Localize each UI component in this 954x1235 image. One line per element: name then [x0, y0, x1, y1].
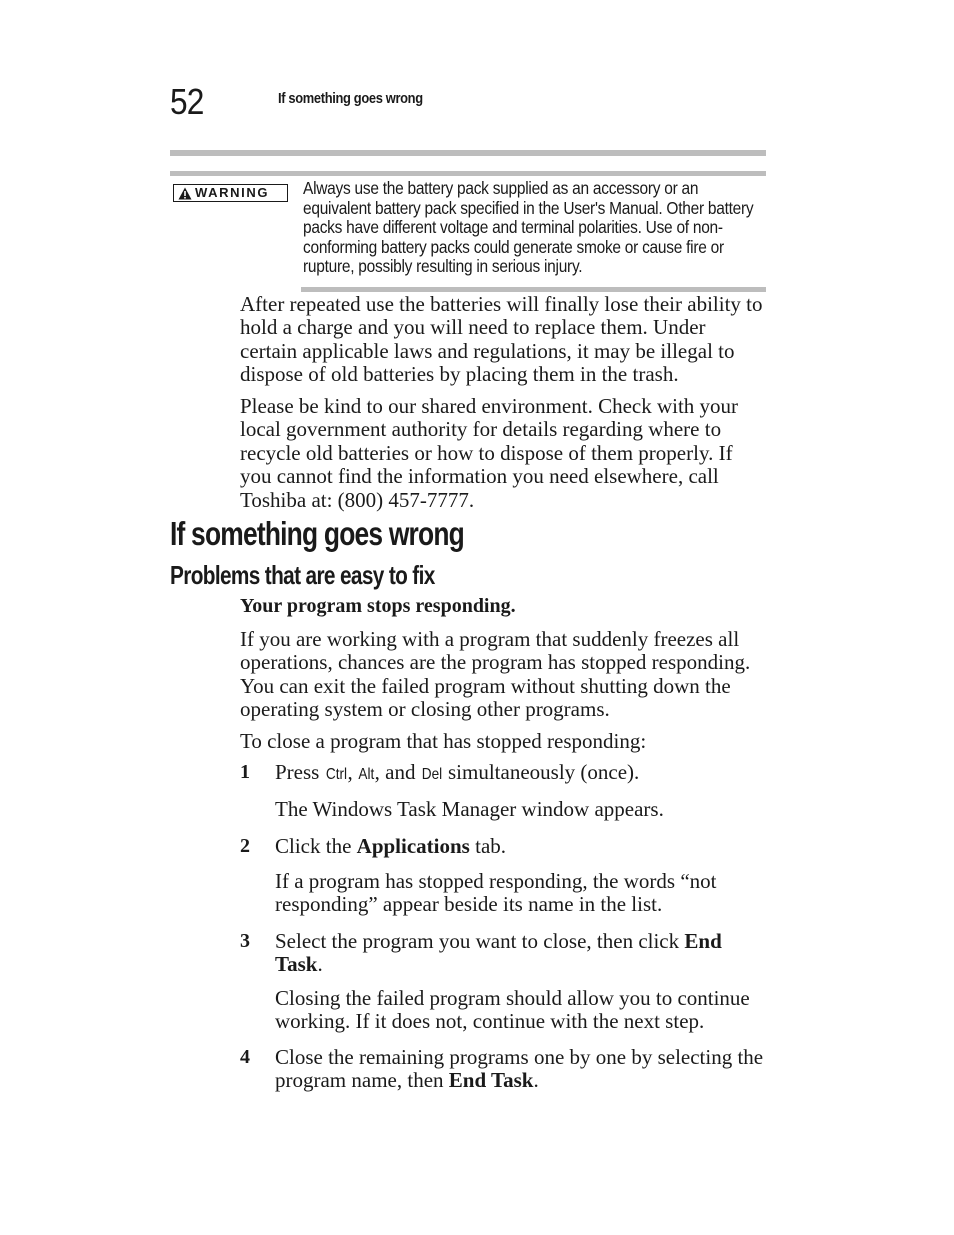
warning-badge	[173, 184, 288, 202]
step-text	[275, 1046, 765, 1093]
step-number: 4	[240, 1046, 250, 1068]
key-del: Del	[421, 766, 442, 783]
step-text	[275, 835, 765, 858]
close-intro-paragraph: To close a program that has stopped responding:	[240, 729, 647, 753]
step-text	[275, 761, 765, 786]
step-number: 1	[240, 761, 250, 783]
key-alt: Alt	[358, 766, 375, 783]
step-separator: , and	[374, 760, 421, 784]
applications-tab-label: Applications	[356, 834, 470, 858]
end-task-label: End Task	[275, 929, 722, 977]
step-text-pre: Close the remaining programs one by one by selecting the program name, then	[275, 1045, 764, 1093]
warning-text: Always use the battery pack supplied as an accessory or an equivalent battery pack specified in the User's Manual. Other battery packs have different voltage and terminal polarities. Use of non-conforming battery packs could generate smoke or cause fire or rupture, possibly resulting in serious injury.	[303, 178, 754, 277]
step-text-pre: Click the	[275, 834, 357, 858]
section-subtitle: Problems that are easy to fix	[170, 560, 435, 590]
step-text-post: .	[317, 952, 323, 977]
recycle-paragraph: Please be kind to our shared environment. Check with your local government authority for details regarding where to recycle old batteries or how to dispose of them properly. If you cannot find the information you need elsewhere, call Toshiba at: (800) 457-7777.	[240, 394, 739, 512]
freeze-paragraph: If you are working with a program that suddenly freezes all operations, chances are the program has stopped responding. You can exit the failed program without shutting down the operating system or closing other programs.	[240, 627, 751, 722]
section-title: If something goes wrong	[170, 515, 465, 552]
key-ctrl: Ctrl	[325, 766, 347, 783]
warning-triangle-icon	[178, 187, 192, 200]
problem-heading: Your program stops responding.	[240, 595, 516, 617]
page-number: 52	[170, 81, 204, 122]
step-number: 2	[240, 835, 250, 857]
running-head: If something goes wrong	[278, 90, 423, 107]
step-text-post: simultaneously (once).	[442, 760, 640, 784]
step-result: If a program has stopped responding, the words “not responding” appear beside its name in the list.	[275, 869, 717, 917]
step-text-post: .	[533, 1068, 539, 1093]
top-rule	[170, 150, 766, 156]
battery-replace-paragraph: After repeated use the batteries will finally lose their ability to hold a charge and you will need to replace them. Under certain applicable laws and regulations, it may be illegal to dispose of old batteries by placing them in the trash.	[240, 292, 763, 387]
warning-label: WARNING	[195, 185, 270, 200]
step-separator: ,	[347, 760, 358, 784]
step-text-pre: Select the program you want to close, then click	[275, 929, 685, 953]
step-result: Closing the failed program should allow you to continue working. If it does not, continue with the next step.	[275, 986, 750, 1034]
step-text	[275, 930, 765, 977]
step-text-pre: Press	[275, 760, 325, 784]
step-number: 3	[240, 930, 250, 952]
step-text-post: tab.	[469, 834, 507, 858]
step-result: The Windows Task Manager window appears.	[275, 797, 664, 821]
warning-top-rule	[170, 171, 766, 176]
end-task-label: End Task	[448, 1068, 534, 1093]
